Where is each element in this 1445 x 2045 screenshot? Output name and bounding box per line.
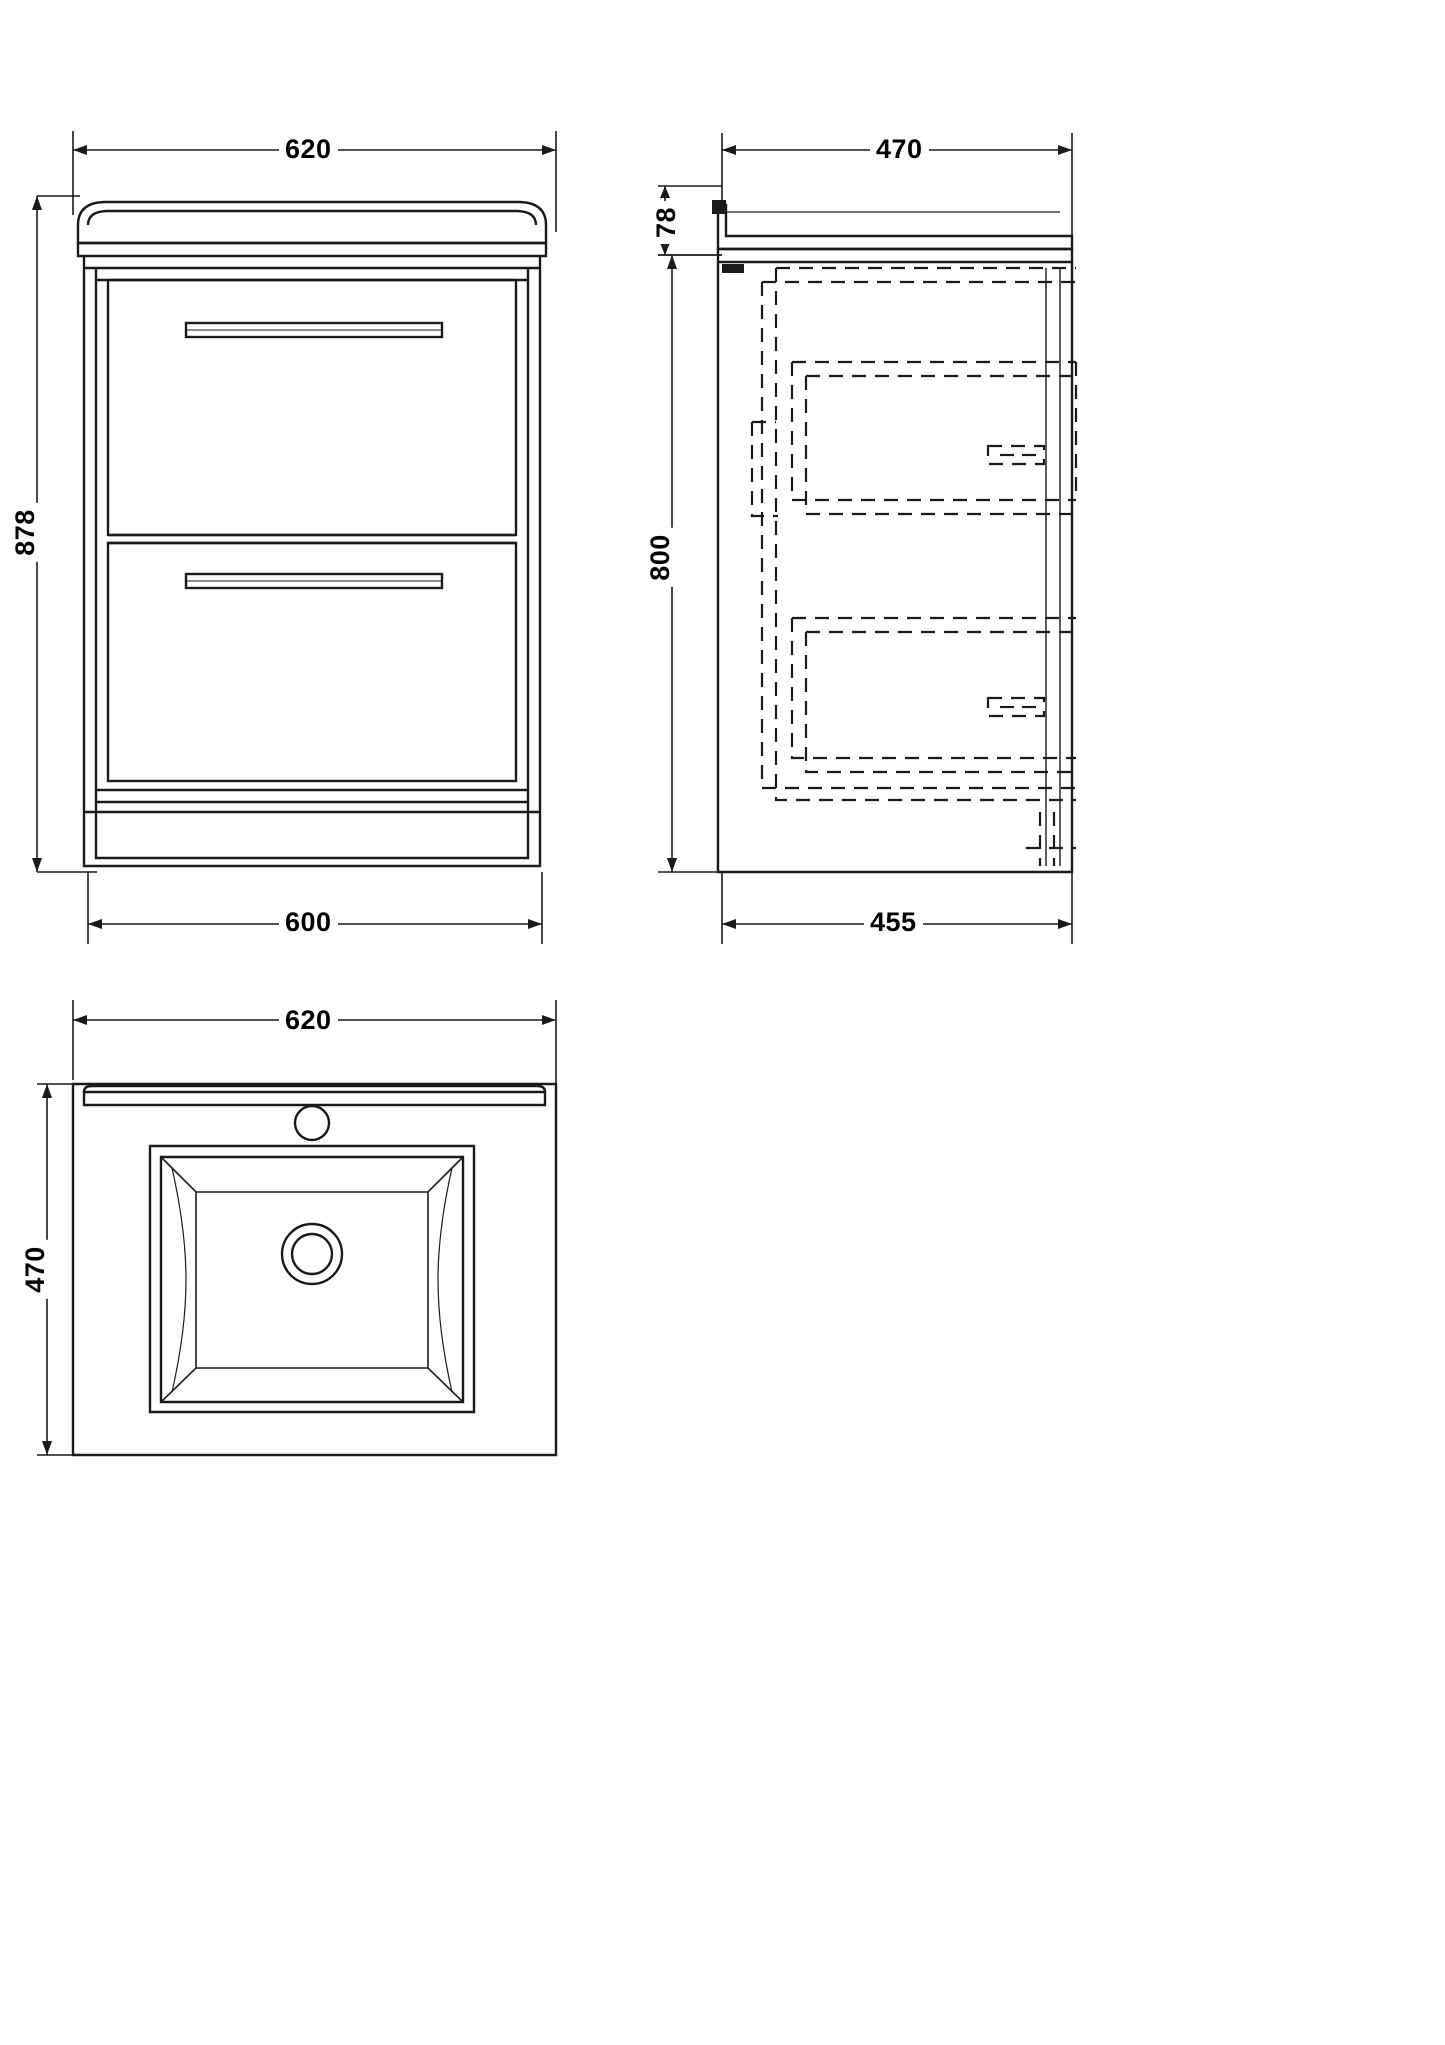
dimension-label-front-top-width: 620 (279, 134, 338, 165)
front-elevation-view (32, 131, 556, 944)
dimension-label-side-cabinet-height: 800 (645, 528, 676, 587)
dimension-label-side-basin-lip: 78 (651, 201, 682, 244)
dimension-label-plan-depth: 470 (20, 1240, 51, 1299)
dimension-label-front-height: 878 (10, 503, 41, 562)
plan-view (37, 1000, 556, 1455)
side-elevation-view (658, 133, 1080, 944)
dimension-label-side-top-depth: 470 (870, 134, 929, 165)
dimension-label-side-base-depth: 455 (864, 907, 923, 938)
dimension-label-plan-width: 620 (279, 1005, 338, 1036)
dimension-label-front-base-width: 600 (279, 907, 338, 938)
